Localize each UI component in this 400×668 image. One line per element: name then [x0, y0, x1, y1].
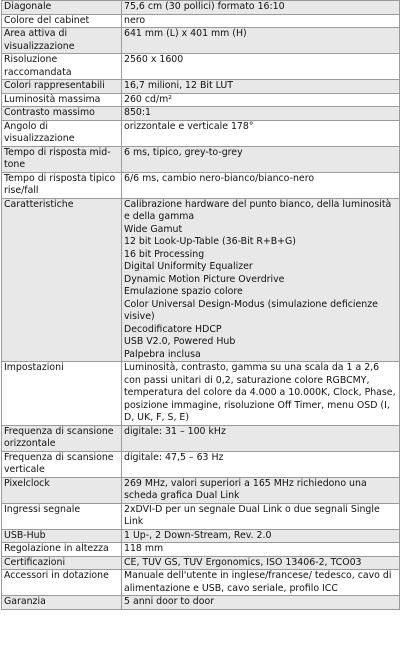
spec-label: USB-Hub [2, 529, 122, 543]
spec-value [122, 556, 400, 570]
spec-label: Tempo di risposta mid-tone [2, 146, 122, 172]
spec-value-line: USB V2.0, Powered Hub [124, 336, 236, 347]
spec-value [122, 596, 400, 610]
spec-value-line: 1 Up-, 2 Down-Stream, Rev. 2.0 [124, 529, 272, 541]
spec-value [122, 172, 400, 198]
table-row [2, 503, 400, 529]
spec-value-line: 16 bit Processing [124, 248, 205, 260]
specifications-table [1, 0, 400, 610]
table-row [2, 451, 400, 477]
spec-value-line: CE, TÜV GS, TÜV Ergonomics, ISO 13406-2, TCO03 [124, 556, 362, 568]
table-row [2, 425, 400, 451]
spec-value [122, 529, 400, 543]
spec-label: Ingressi segnale [2, 503, 122, 529]
spec-label: Risoluzione raccomandata [2, 54, 122, 80]
spec-label: Certificazioni [2, 556, 122, 570]
spec-value-line: nero [124, 14, 146, 26]
table-row [2, 120, 400, 146]
spec-label: Tempo di risposta tipico rise/fall [2, 172, 122, 198]
spec-value-line: 5 anni door to door [124, 596, 215, 607]
spec-value [122, 198, 400, 362]
spec-value [122, 146, 400, 172]
spec-label: Diagonale [2, 1, 122, 15]
table-row [2, 14, 400, 28]
table-row [2, 93, 400, 107]
spec-value [122, 451, 400, 477]
table-row [2, 172, 400, 198]
specifications-table-body [2, 1, 400, 610]
spec-value [122, 54, 400, 80]
spec-value [122, 362, 400, 426]
spec-value-line: 16,7 milioni, 12 Bit LUT [124, 80, 233, 91]
spec-label: Regolazione in altezza [2, 543, 122, 557]
table-row [2, 54, 400, 80]
spec-label: Pixelclock [2, 477, 122, 503]
spec-value [122, 543, 400, 557]
spec-label: Colore del cabinet [2, 14, 122, 28]
spec-label: Garanzia [2, 596, 122, 610]
spec-value [122, 425, 400, 451]
spec-value-line: 269 MHz, valori superiori a 165 MHz richiedono una scheda grafica Dual Link [124, 477, 367, 501]
table-row [2, 543, 400, 557]
spec-label: Contrasto massimo [2, 107, 122, 121]
spec-value-line: Calibrazione hardware del punto bianco, della luminosità e della gamma [124, 198, 392, 222]
spec-value-line: Color Universal Design-Modus (simulazione deficienze visive) [124, 298, 378, 322]
spec-value-line: 260 cd/m² [124, 93, 173, 105]
spec-value-line: 641 mm (L) x 401 mm (H) [124, 28, 247, 39]
spec-value [122, 503, 400, 529]
spec-value-line: 75,6 cm (30 pollici) formato 16:10 [124, 1, 285, 12]
table-row [2, 570, 400, 596]
table-row [2, 596, 400, 610]
spec-value-line: 850:1 [124, 107, 152, 118]
table-row [2, 529, 400, 543]
spec-value-line: 6/6 ms, cambio nero-bianco/bianco-nero [124, 172, 315, 184]
spec-value-line: Luminosità, contrasto, gamma su una scala da 1 a 2,6 con passi unitari di 0,2, saturazione colore RGBCMY, temperatura del colore da 4.000 a 10.000K, Clock, Phase, posizione immagine, risoluzione Off Timer, menu OSD (I, D, UK, F, S, E) [124, 362, 396, 423]
spec-value-line: Dynamic Motion Picture Overdrive [124, 273, 285, 285]
spec-value [122, 28, 400, 54]
spec-value [122, 477, 400, 503]
spec-label: Colori rappresentabili [2, 80, 122, 94]
table-row [2, 28, 400, 54]
table-row [2, 146, 400, 172]
spec-value-line: 2xDVI-D per un segnale Dual Link o due segnali Single Link [124, 503, 380, 527]
spec-label: Caratteristiche [2, 198, 122, 362]
spec-value [122, 107, 400, 121]
spec-value-line: Manuale dell'utente in inglese/francese/ tedesco, cavo di alimentazione e USB, cavo seriale, profilo ICC [124, 570, 392, 594]
spec-value [122, 14, 400, 28]
spec-label: Frequenza di scansione orizzontale [2, 425, 122, 451]
spec-value [122, 120, 400, 146]
spec-value-line: digitale: 31 – 100 kHz [124, 425, 226, 437]
spec-value-line: 6 ms, tipico, grey-to-grey [124, 146, 243, 158]
spec-value-line: 2560 x 1600 [124, 54, 184, 65]
spec-value-line: Digital Uniformity Equalizer [124, 261, 253, 272]
table-row [2, 1, 400, 15]
spec-value [122, 1, 400, 15]
spec-value-line: Decodificatore HDCP [124, 323, 222, 335]
spec-value-line: Palpebra inclusa [124, 348, 201, 360]
spec-label: Accessori in dotazione [2, 570, 122, 596]
spec-value [122, 93, 400, 107]
spec-label: Angolo di visualizzazione [2, 120, 122, 146]
spec-label: Impostazioni [2, 362, 122, 426]
spec-label: Luminosità massima [2, 93, 122, 107]
spec-value [122, 80, 400, 94]
table-row [2, 556, 400, 570]
table-row [2, 198, 400, 362]
table-row [2, 362, 400, 426]
spec-value-line: Wide Gamut [124, 223, 183, 235]
table-row [2, 107, 400, 121]
spec-value-line: orizzontale e verticale 178° [124, 120, 254, 132]
table-row [2, 477, 400, 503]
spec-value-line: Emulazione spazio colore [124, 286, 243, 297]
table-row [2, 80, 400, 94]
spec-value-line: digitale: 47,5 – 63 Hz [124, 451, 224, 463]
spec-value-line: 12 bit Look-Up-Table (36-Bit R+B+G) [124, 236, 296, 247]
spec-label: Area attiva di visualizzazione [2, 28, 122, 54]
spec-value [122, 570, 400, 596]
spec-label: Frequenza di scansione verticale [2, 451, 122, 477]
spec-value-line: 118 mm [124, 543, 164, 554]
